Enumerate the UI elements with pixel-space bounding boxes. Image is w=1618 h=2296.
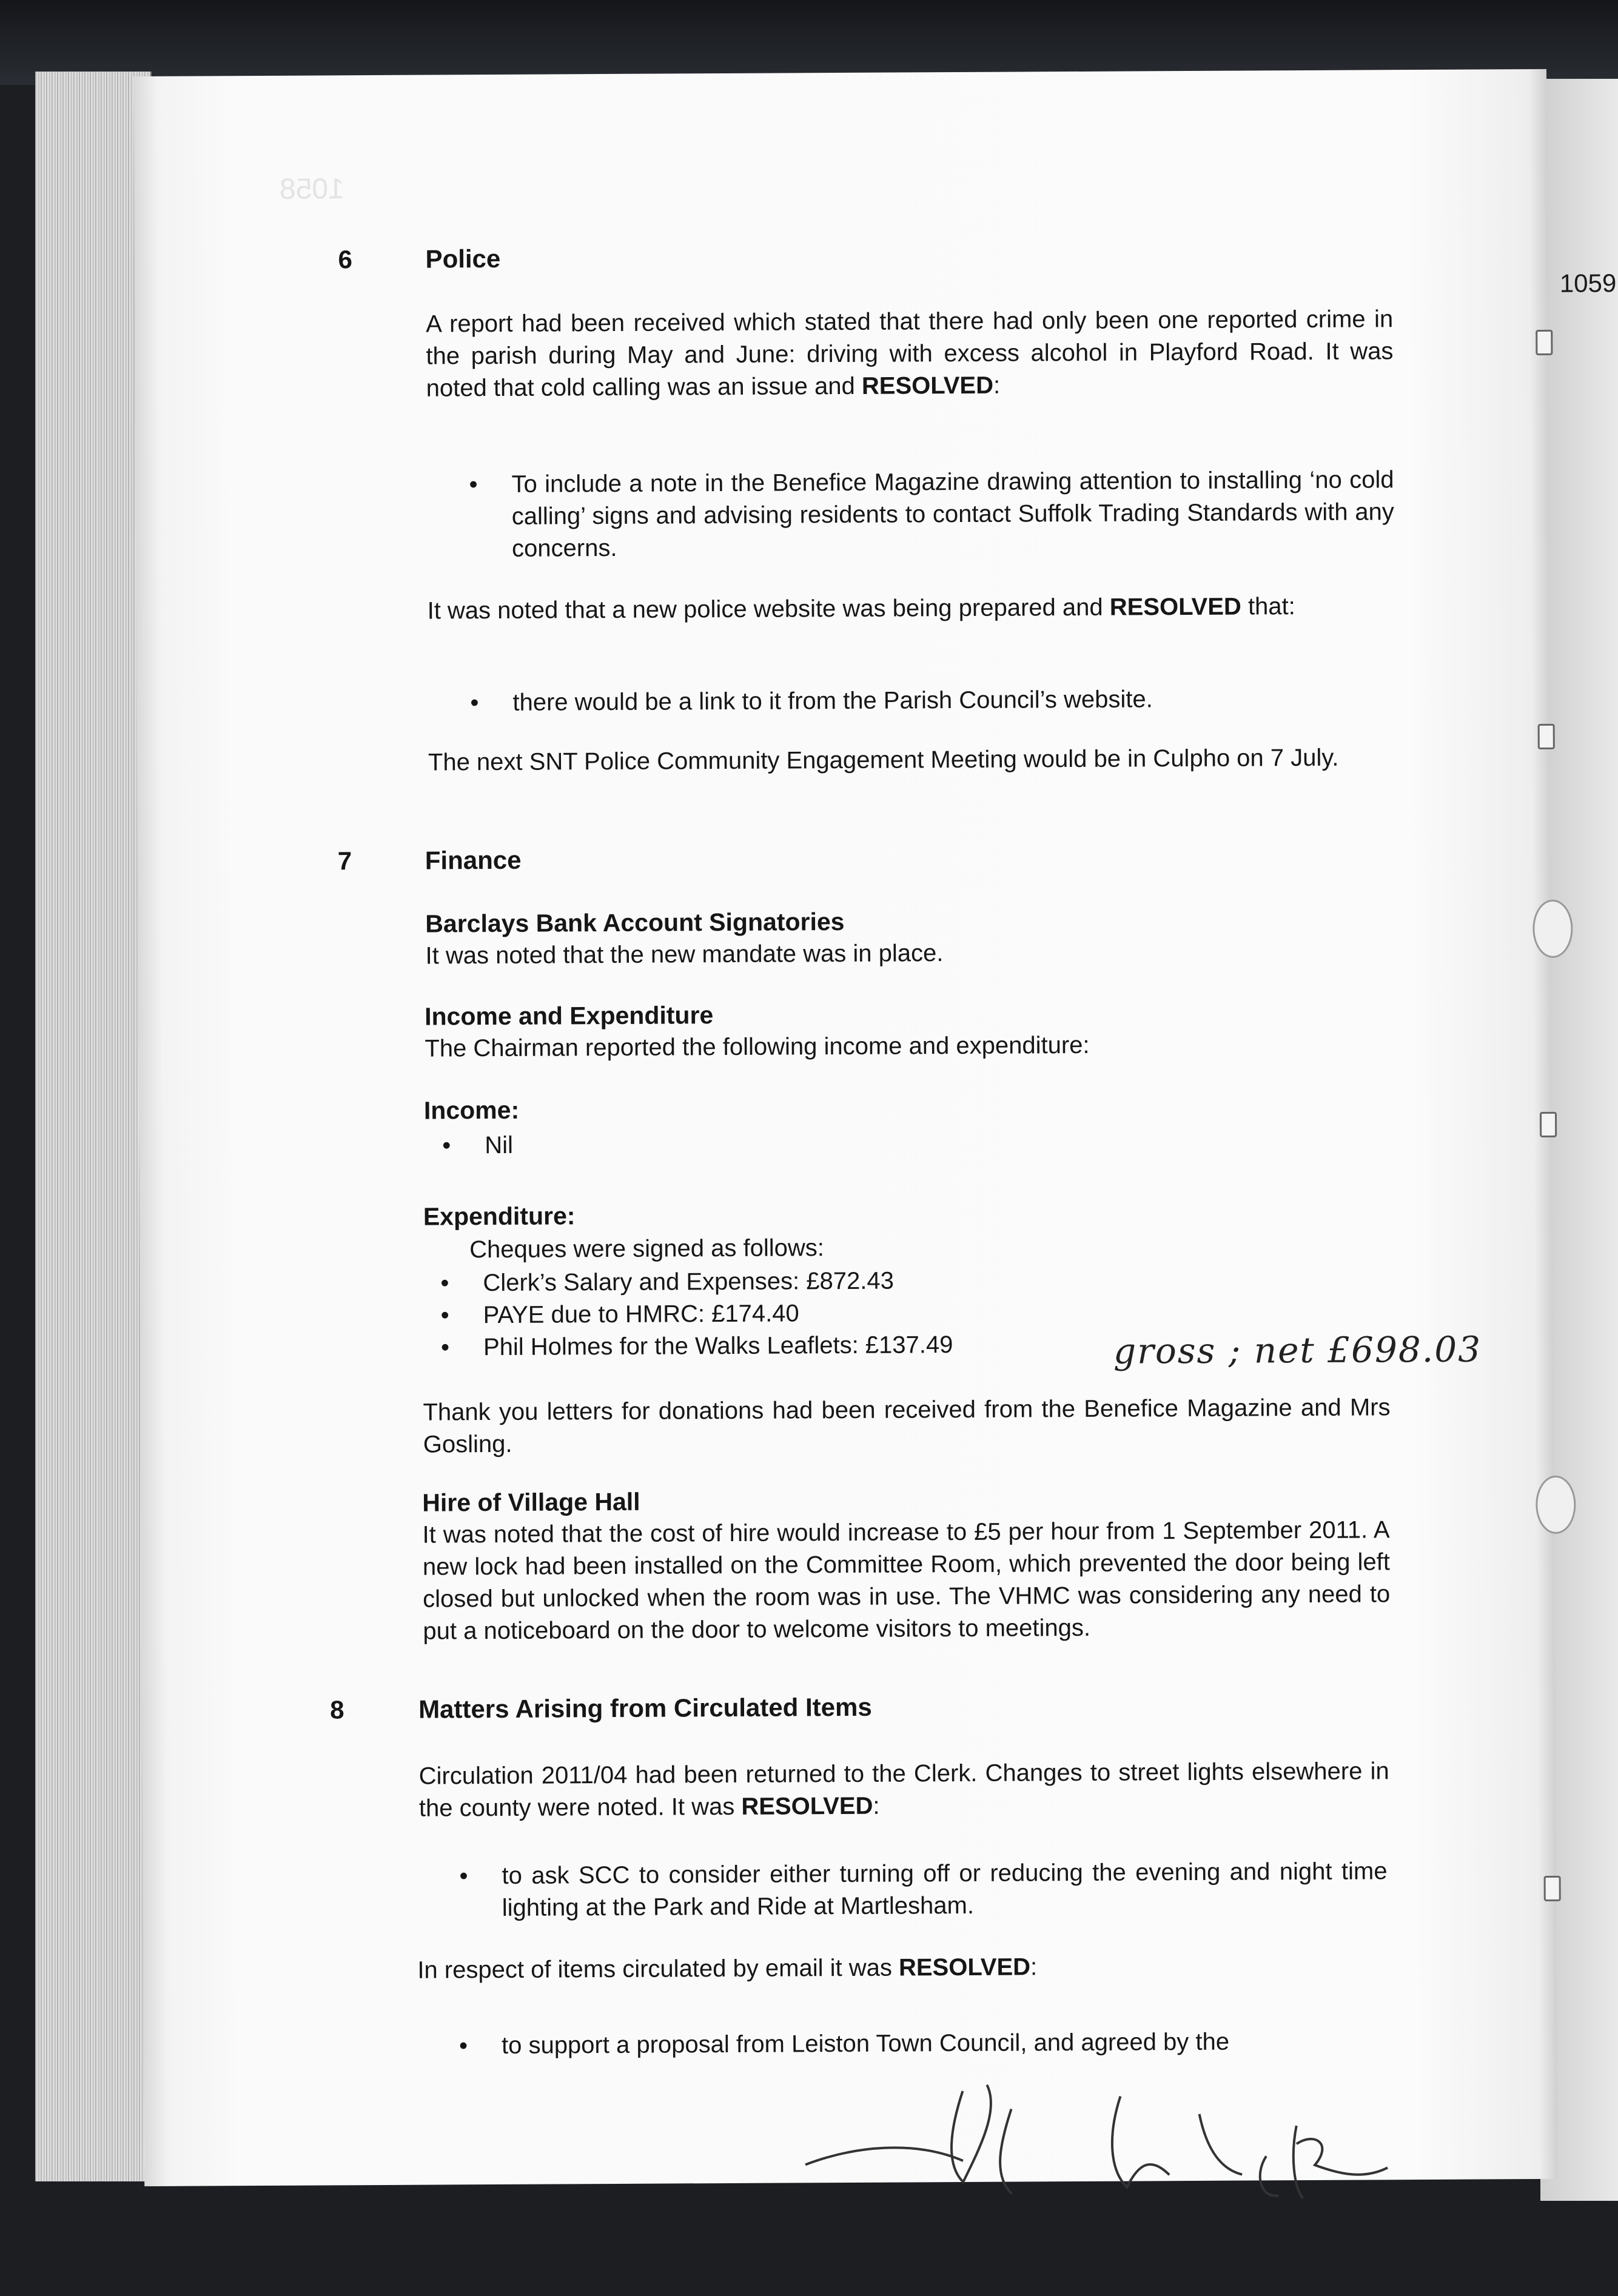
police-bullet2-text: there would be a link to it from the Parish Council’s website. [512,686,1153,716]
police-para2-resolved: RESOLVED [1109,593,1241,621]
police-para1-resolved: RESOLVED [861,372,994,400]
section-title-matters: Matters Arising from Circulated Items [418,1692,872,1724]
expenditure-item-paye: • PAYE due to HMRC: £174.40 [483,1297,799,1331]
matters-para2-text: In respect of items circulated by email it was [417,1954,893,1984]
signature-scrawl [780,2052,1418,2213]
section-number-finance: 7 [337,846,352,875]
police-para1-end: : [993,372,1001,399]
expenditure-heading: Expenditure: [423,1202,576,1231]
village-hall-heading: Hire of Village Hall [422,1487,640,1517]
police-para1-text: A report had been received which stated that there had only been one reported crime in the parish during May and June: driving with excess alcohol in Playford Road. It was noted that cold calling was an issue and [426,306,1394,402]
matters-bullet-1 [502,1855,1388,1924]
page-stack-edges [35,72,152,2181]
matters-para2-end: : [1030,1953,1038,1981]
police-para2-text: It was noted that a new police website was being prepared and [427,594,1103,624]
matters-bullet2-text: to support a proposal from Leiston Town Council, and agreed by the [501,2028,1230,2059]
police-para2-end: that: [1247,593,1295,620]
expenditure-item-salary: • Clerk’s Salary and Expenses: £872.43 [483,1265,894,1300]
village-hall-text: It was noted that the cost of hire would increase to £5 per hour from 1 September 2011. A new lock had been installed on the Committee Room, which prevented the door being left closed but unlocked when the room was in use. The VHMC was considering any need to put a noticeboard on the door to welcome visitors to meetings. [422,1516,1391,1645]
handwritten-net-note: gross ; net £698.03 [1113,1328,1482,1372]
page-number: 1059 [1559,269,1617,298]
police-paragraph-2 [428,590,1395,627]
police-bullet1-text: To include a note in the Benefice Magazine drawing attention to installing ‘no cold calling’ signs and advising residents to contact Suffolk Trading Standards with any concerns. [511,466,1394,562]
police-para3-text: The next SNT Police Community Engagement Meeting would be in Culpho on 7 July. [428,744,1339,776]
binder-ring [1540,1112,1557,1137]
punch-hole [1532,900,1573,958]
police-bullet-2 [512,682,1395,719]
income-expenditure-text: The Chairman reported the following income and expenditure: [425,1031,1090,1062]
matters-para1-resolved: RESOLVED [741,1792,873,1820]
binder-ring [1538,724,1555,749]
section-number-police: 6 [338,245,353,274]
police-bullet-1 [511,464,1394,565]
income-item: • Nil [485,1130,513,1162]
police-paragraph-1 [426,303,1394,404]
matters-para1-text: Circulation 2011/04 had been returned to the Clerk. Changes to street lights elsewhere in the county were noted. It was [418,1758,1389,1822]
section-title-police: Police [425,244,501,273]
barclays-heading: Barclays Bank Account Signatories [425,907,845,938]
matters-paragraph-2 [417,1949,1388,1986]
section-title-finance: Finance [425,845,522,875]
barclays-text: It was noted that the new mandate was in place. [425,940,944,969]
document-page [133,69,1617,2186]
section-number-matters: 8 [330,1695,344,1724]
police-paragraph-3 [428,741,1395,778]
income-heading: Income: [423,1096,520,1125]
income-expenditure-heading: Income and Expenditure [425,1001,714,1031]
show-through-page-number: 1058 [279,173,344,206]
matters-para2-resolved: RESOLVED [898,1953,1031,1981]
matters-bullet1-text: to ask SCC to consider either turning off or reducing the evening and night time lighting at the Park and Ride at Martlesham. [502,1858,1388,1921]
binder-ring [1536,330,1553,355]
matters-para1-end: : [873,1792,880,1819]
expenditure-item-leaflets: • Phil Holmes for the Walks Leaflets: £137.49 [483,1329,953,1364]
binder-ring [1544,1876,1561,1901]
matters-paragraph-1 [419,1755,1390,1824]
punch-hole [1536,1476,1576,1534]
cheques-text: Cheques were signed as follows: [469,1234,825,1263]
thanks-paragraph: Thank you letters for donations had been received from the Benefice Magazine and Mrs Gosling. [423,1394,1391,1458]
